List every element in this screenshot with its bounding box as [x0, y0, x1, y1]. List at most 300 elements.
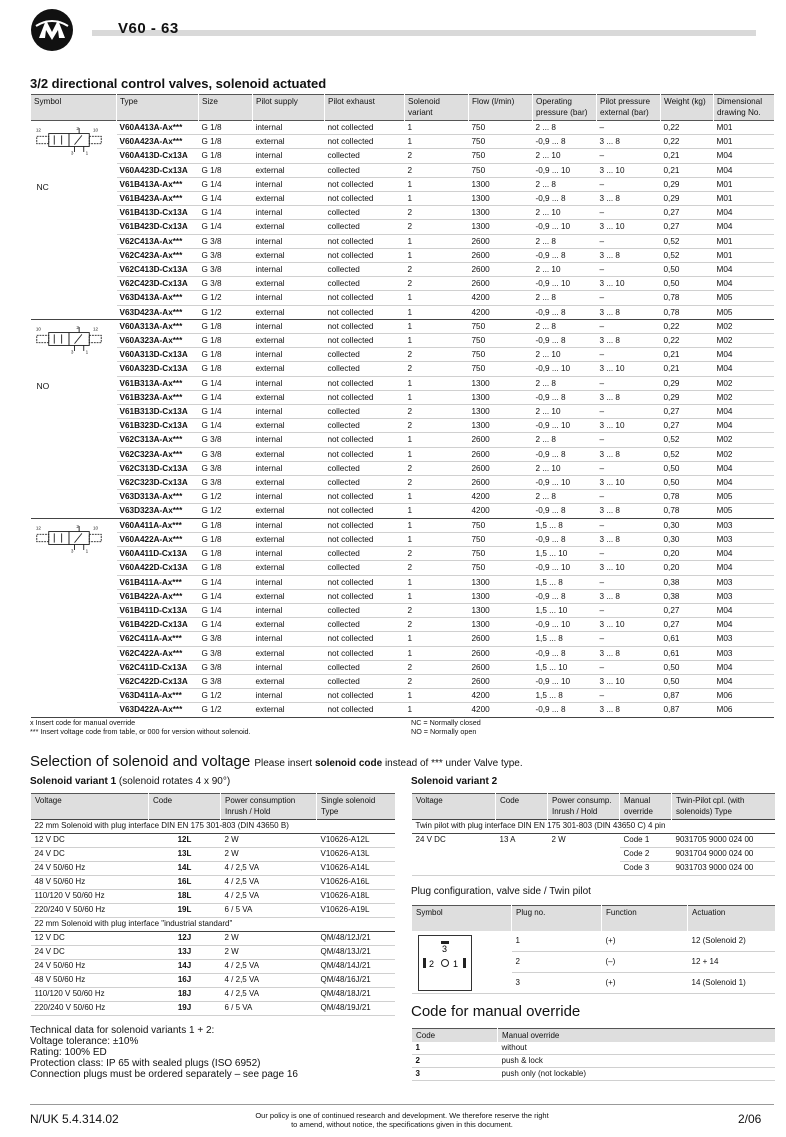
cell: 1 [405, 121, 469, 135]
cell: -0,9 ... 8 [533, 334, 597, 348]
voltage-code: 12J [149, 932, 221, 946]
cell: 4200 [469, 504, 533, 518]
table-row [31, 433, 774, 447]
cell: 12 (Solenoid 2) [688, 931, 775, 952]
cell: external [253, 334, 325, 348]
table-row [31, 419, 774, 433]
cell: 2 ... 8 [533, 291, 597, 305]
cell: collected [325, 149, 405, 163]
table-row [31, 348, 774, 362]
valve-type: V61B423D-Cx13A [117, 220, 199, 234]
override-code: Code 3 [620, 862, 672, 876]
valve-type: V60A313A-Ax*** [117, 319, 199, 333]
cell: 0,78 [661, 490, 714, 504]
valve-type: V63D413A-Ax*** [117, 291, 199, 305]
port-label: 12 [35, 525, 41, 531]
cell: 1,5 ... 10 [533, 660, 597, 674]
cell: 2 W [221, 932, 317, 946]
cell: M04 [714, 660, 774, 674]
cell: G 1/8 [199, 163, 253, 177]
cell: internal [253, 461, 325, 475]
cell: – [597, 291, 661, 305]
cell: 3 ... 8 [597, 703, 661, 717]
cell: 14 (Solenoid 1) [688, 973, 775, 994]
cell: V10626-A18L [317, 890, 395, 904]
section1-header-10: Dimensional drawing No. [714, 95, 774, 121]
override-code: 3 [412, 1068, 498, 1081]
valve-type: V62C411D-Cx13A [117, 660, 199, 674]
cell: M04 [714, 405, 774, 419]
cell: – [597, 660, 661, 674]
cell: internal [253, 518, 325, 532]
cell: 1300 [469, 405, 533, 419]
cell: 0,29 [661, 390, 714, 404]
valve-type: V62C313D-Cx13A [117, 461, 199, 475]
cell: G 3/8 [199, 476, 253, 490]
valve-type: V61B411A-Ax*** [117, 575, 199, 589]
table-row [412, 1055, 775, 1068]
symbol-cell [31, 518, 117, 717]
cell: 3 ... 10 [597, 618, 661, 632]
valve-type: V63D411A-Ax*** [117, 689, 199, 703]
cell: M04 [714, 561, 774, 575]
override-desc: push only (not lockable) [498, 1068, 775, 1081]
valve-type: V62C313A-Ax*** [117, 433, 199, 447]
cell: external [253, 703, 325, 717]
valve-type: V63D423A-Ax*** [117, 305, 199, 319]
override-desc: without [498, 1042, 775, 1055]
cell: – [597, 319, 661, 333]
cell: M02 [714, 390, 774, 404]
table-row [31, 277, 774, 291]
cell: 0,61 [661, 646, 714, 660]
cell: internal [253, 206, 325, 220]
voltage-code: 14J [149, 960, 221, 974]
span-label: 22 mm Solenoid with plug interface "industrial standard" [31, 918, 395, 932]
cell: -0,9 ... 8 [533, 305, 597, 319]
cell: collected [325, 277, 405, 291]
port-label: 2 [75, 523, 79, 529]
cell: 0,52 [661, 447, 714, 461]
cell: M01 [714, 234, 774, 248]
cell: internal [253, 490, 325, 504]
cell: (+) [602, 931, 688, 952]
valve-type: V63D313A-Ax*** [117, 490, 199, 504]
cell: internal [253, 234, 325, 248]
sv1-header-2: Power consumption Inrush / Hold [221, 794, 317, 820]
cell: 3 ... 8 [597, 192, 661, 206]
cell: 1 [405, 177, 469, 191]
cell: 2 [405, 561, 469, 575]
selection-title [30, 753, 523, 770]
cell: 0,50 [661, 263, 714, 277]
port-label: 12 [92, 326, 98, 332]
cell: 2 ... 8 [533, 490, 597, 504]
port-label: 3 [70, 349, 73, 355]
cell: 0,27 [661, 206, 714, 220]
cell: 3 ... 10 [597, 419, 661, 433]
valve-type: V61B411D-Cx13A [117, 603, 199, 617]
voltage-code: 14L [149, 862, 221, 876]
cell: 1 [405, 334, 469, 348]
cell: M05 [714, 504, 774, 518]
table-row [31, 618, 774, 632]
cell: 3 ... 8 [597, 248, 661, 262]
cell: 750 [469, 334, 533, 348]
valve-type: V61B323D-Cx13A [117, 419, 199, 433]
cell: not collected [325, 504, 405, 518]
port-label: 10 [35, 326, 41, 332]
table-row [31, 447, 774, 461]
section1-header-7: Operating pressure (bar) [533, 95, 597, 121]
cell: -0,9 ... 10 [533, 419, 597, 433]
cell: 750 [469, 561, 533, 575]
span-label: Twin pilot with plug interface DIN EN 175 301-803 (DIN 43650 C) 4 pin [412, 820, 775, 834]
valve-type: V61B422D-Cx13A [117, 618, 199, 632]
cell: 2600 [469, 461, 533, 475]
cell: 1 [405, 646, 469, 660]
cell: 3 ... 10 [597, 674, 661, 688]
cell: M05 [714, 490, 774, 504]
cell: 110/120 V 50/60 Hz [31, 890, 149, 904]
cell: 12 V DC [31, 932, 149, 946]
cell: – [597, 433, 661, 447]
cell: 1 [405, 390, 469, 404]
table-row [31, 646, 774, 660]
cell: 0,61 [661, 632, 714, 646]
cell: -0,9 ... 8 [533, 390, 597, 404]
cell: 3 ... 8 [597, 334, 661, 348]
valve-symbol-icon [34, 323, 104, 355]
table-row [31, 177, 774, 191]
cell: collected [325, 476, 405, 490]
valve-type: V62C423A-Ax*** [117, 248, 199, 262]
cell: – [597, 547, 661, 561]
table-row [31, 362, 774, 376]
table-row [31, 575, 774, 589]
footer-disclaimer [232, 1111, 572, 1129]
table-header-row [31, 95, 774, 121]
cell: collected [325, 561, 405, 575]
table-row [31, 932, 395, 946]
cell: G 1/8 [199, 334, 253, 348]
cell: not collected [325, 291, 405, 305]
cell: 2 [405, 163, 469, 177]
cell: -0,9 ... 10 [533, 674, 597, 688]
cell: 2 ... 8 [533, 121, 597, 135]
cell: internal [253, 291, 325, 305]
cell: collected [325, 419, 405, 433]
cell: -0,9 ... 10 [533, 277, 597, 291]
override-code: 1 [412, 1042, 498, 1055]
section-title: 3/2 directional control valves, solenoid actuated [30, 76, 327, 91]
table-row [31, 834, 395, 848]
cell: 0,78 [661, 291, 714, 305]
cell: 1 [405, 504, 469, 518]
note-text-end: instead of *** under Valve type. [382, 758, 523, 769]
cell: collected [325, 660, 405, 674]
cell: 2600 [469, 476, 533, 490]
cell: QM/48/18J/21 [317, 988, 395, 1002]
cell: 0,50 [661, 660, 714, 674]
cell: – [597, 490, 661, 504]
cell: M06 [714, 689, 774, 703]
cell: external [253, 248, 325, 262]
page-title: V60 - 63 [118, 20, 179, 37]
cell: 1,5 ... 8 [533, 689, 597, 703]
cell: G 1/2 [199, 291, 253, 305]
cell: 0,27 [661, 405, 714, 419]
cell: G 1/8 [199, 121, 253, 135]
cell: 2 [405, 362, 469, 376]
valve-type: V60A323A-Ax*** [117, 334, 199, 348]
cell: not collected [325, 234, 405, 248]
table-row [31, 960, 395, 974]
cell: 1 [405, 248, 469, 262]
valve-type: V61B413A-Ax*** [117, 177, 199, 191]
cell: 0,52 [661, 433, 714, 447]
cell: 0,29 [661, 376, 714, 390]
cell: QM/48/19J/21 [317, 1002, 395, 1016]
cell: not collected [325, 135, 405, 149]
cell: 3 ... 10 [597, 163, 661, 177]
port-label: 1 [85, 349, 88, 355]
cell: 1300 [469, 575, 533, 589]
cell: M03 [714, 646, 774, 660]
cell: 0,21 [661, 362, 714, 376]
table-header-row [412, 1029, 775, 1043]
voltage-code: 19L [149, 904, 221, 918]
voltage-code: 19J [149, 1002, 221, 1016]
cell: collected [325, 674, 405, 688]
cell: G 1/8 [199, 362, 253, 376]
cell: internal [253, 348, 325, 362]
cell: -0,9 ... 10 [533, 163, 597, 177]
section1-header-4: Pilot exhaust [325, 95, 405, 121]
cell: 1300 [469, 376, 533, 390]
table-header-row [31, 794, 395, 820]
plug-header-2: Function [602, 906, 688, 932]
table-span-row [31, 918, 395, 932]
plug-config-table [411, 905, 775, 994]
cell: 3 ... 10 [597, 362, 661, 376]
table-row [31, 305, 774, 319]
cell: 0,22 [661, 319, 714, 333]
table-row [31, 518, 774, 532]
cell: 2600 [469, 277, 533, 291]
cell: M04 [714, 603, 774, 617]
cell: 2 [405, 674, 469, 688]
port-label: 10 [92, 525, 98, 531]
cell: external [253, 561, 325, 575]
table-row [31, 689, 774, 703]
table-row [31, 862, 395, 876]
cell: 3 ... 8 [597, 504, 661, 518]
cell: 2600 [469, 632, 533, 646]
cell: 24 V 50/60 Hz [31, 862, 149, 876]
valve-type: V61B422A-Ax*** [117, 589, 199, 603]
cell: M04 [714, 547, 774, 561]
cell: M04 [714, 362, 774, 376]
cell: collected [325, 618, 405, 632]
table-header-row [412, 906, 775, 932]
cell: – [597, 121, 661, 135]
cell: G 1/4 [199, 589, 253, 603]
cell: 0,29 [661, 192, 714, 206]
cell: -0,9 ... 8 [533, 248, 597, 262]
cell: V10626-A14L [317, 862, 395, 876]
valve-symbol-icon [34, 522, 104, 554]
cell: 0,87 [661, 689, 714, 703]
valve-symbol-icon [34, 124, 104, 156]
cell: 0,78 [661, 504, 714, 518]
valve-type: V60A323D-Cx13A [117, 362, 199, 376]
cell: external [253, 447, 325, 461]
cell: 0,20 [661, 561, 714, 575]
port-label: 2 [75, 125, 79, 131]
plug-header-0: Symbol [412, 906, 512, 932]
cell: not collected [325, 376, 405, 390]
cell: M03 [714, 632, 774, 646]
cell: 0,50 [661, 674, 714, 688]
cell: G 1/2 [199, 490, 253, 504]
cell: (+) [602, 973, 688, 994]
cell: 4 / 2,5 VA [221, 890, 317, 904]
cell: G 3/8 [199, 433, 253, 447]
cell: G 1/8 [199, 547, 253, 561]
cell: 2600 [469, 234, 533, 248]
cell: 12 V DC [31, 834, 149, 848]
cell: collected [325, 263, 405, 277]
cell: G 1/4 [199, 575, 253, 589]
cell: 4 / 2,5 VA [221, 862, 317, 876]
cell: 3 ... 10 [597, 561, 661, 575]
cell: 0,22 [661, 334, 714, 348]
cell: -0,9 ... 10 [533, 220, 597, 234]
table-row [31, 904, 395, 918]
cell: – [597, 518, 661, 532]
cell: M03 [714, 589, 774, 603]
cell: not collected [325, 177, 405, 191]
valve-type: V61B313D-Cx13A [117, 405, 199, 419]
voltage-code: 12L [149, 834, 221, 848]
cell: G 1/4 [199, 603, 253, 617]
section1-header-0: Symbol [31, 95, 117, 121]
valve-type: V60A411D-Cx13A [117, 547, 199, 561]
manual_override-header-0: Code [412, 1029, 498, 1043]
cell: 0,27 [661, 220, 714, 234]
cell: 6 / 5 VA [221, 1002, 317, 1016]
sv2-header-2: Power consump. Inrush / Hold [548, 794, 620, 820]
cell: 750 [469, 348, 533, 362]
tech-line: Connection plugs must be ordered separately – see page 16 [30, 1069, 298, 1080]
valve-state-label: NO [36, 380, 50, 391]
cell: V10626-A16L [317, 876, 395, 890]
cell: not collected [325, 433, 405, 447]
table-row [31, 848, 395, 862]
cell: 4 / 2,5 VA [221, 988, 317, 1002]
cell: 1300 [469, 192, 533, 206]
cell: not collected [325, 575, 405, 589]
cell: 3 ... 8 [597, 135, 661, 149]
cell: 2 ... 10 [533, 461, 597, 475]
cell: 750 [469, 319, 533, 333]
cell: 12 + 14 [688, 952, 775, 973]
cell: external [253, 192, 325, 206]
cell: – [597, 234, 661, 248]
cell: 0,87 [661, 703, 714, 717]
cell: 3 ... 8 [597, 447, 661, 461]
company-logo [30, 8, 74, 52]
footnote-nc: NC = Normally closed [411, 718, 481, 727]
cell: 0,50 [661, 476, 714, 490]
table-row [31, 220, 774, 234]
cell: 3 ... 8 [597, 589, 661, 603]
port-label: 3 [70, 150, 73, 156]
cell: 2 ... 10 [533, 405, 597, 419]
cell: not collected [325, 121, 405, 135]
cell: G 1/2 [199, 703, 253, 717]
cell: M04 [714, 163, 774, 177]
cell: external [253, 618, 325, 632]
cell: M01 [714, 177, 774, 191]
cell: M04 [714, 476, 774, 490]
cell: 2 ... 10 [533, 348, 597, 362]
valve-type: V61B423A-Ax*** [117, 192, 199, 206]
cell: external [253, 419, 325, 433]
cell: internal [253, 121, 325, 135]
cell: not collected [325, 248, 405, 262]
cell: 1 [405, 135, 469, 149]
cell: 0,38 [661, 589, 714, 603]
table-row [412, 834, 775, 848]
cell: -0,9 ... 8 [533, 703, 597, 717]
cell: 750 [469, 547, 533, 561]
cell: 2 [405, 419, 469, 433]
cell: 24 V DC [31, 848, 149, 862]
cell: M02 [714, 433, 774, 447]
table-row [31, 149, 774, 163]
valve-state-label: NC [36, 182, 49, 192]
cell: 0,22 [661, 121, 714, 135]
cell: 4200 [469, 490, 533, 504]
cell: 1300 [469, 589, 533, 603]
cell: collected [325, 362, 405, 376]
cell: 1 [405, 234, 469, 248]
cell: 0,30 [661, 518, 714, 532]
cell: -0,9 ... 8 [533, 532, 597, 546]
cell: M04 [714, 618, 774, 632]
disclaimer-line-1: Our policy is one of continued research and development. We therefore reserve the right [255, 1111, 549, 1120]
cell: G 1/4 [199, 192, 253, 206]
pin-label: 3 [441, 944, 447, 954]
table-row [31, 248, 774, 262]
cell: V10626-A19L [317, 904, 395, 918]
cell: 0,27 [661, 603, 714, 617]
tech-line: Rating: 100% ED [30, 1047, 107, 1058]
cell: not collected [325, 305, 405, 319]
cell: 1 [405, 490, 469, 504]
cell: – [597, 461, 661, 475]
valve-type: V60A423D-Cx13A [117, 163, 199, 177]
symbol-cell [31, 319, 117, 518]
cell: M04 [714, 461, 774, 475]
cell: M04 [714, 674, 774, 688]
cell: 24 V DC [31, 946, 149, 960]
cell: 750 [469, 362, 533, 376]
valve-type: V62C422D-Cx13A [117, 674, 199, 688]
footnote-x: x Insert code for manual override [30, 718, 136, 727]
